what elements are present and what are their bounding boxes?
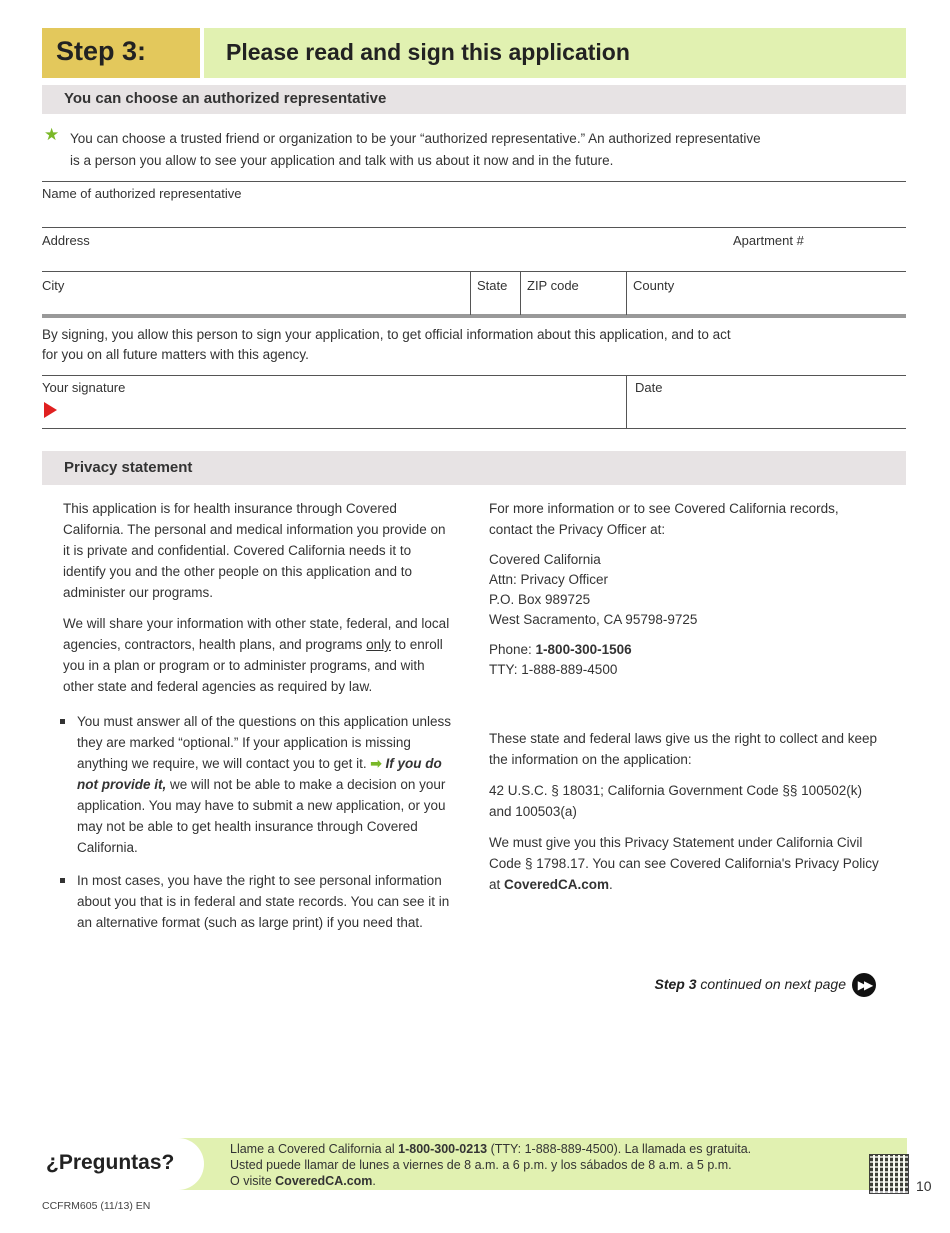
- privacy-address: [489, 550, 879, 630]
- signature-row: [42, 375, 906, 429]
- b1-text-end: we will not be able to make a decision on your application. You may have to submit a new application, or you may not be able to get health insurance through Covered California.: [77, 777, 446, 855]
- county-field[interactable]: [626, 272, 906, 315]
- date-field[interactable]: [626, 376, 906, 429]
- address-line: West Sacramento, CA 95798-9725: [489, 612, 698, 627]
- b1-text: You must answer all of the questions on this application unless they are marked “optional.” If your application is missing anything we require, we will contact you to get it.: [77, 714, 451, 771]
- consent-text: By signing, you allow this person to sign your application, to get official information about this application, and to act for you on all future matters with this agency.: [42, 327, 731, 362]
- privacy-policy: [489, 832, 879, 895]
- zip-field[interactable]: [520, 272, 626, 315]
- city-label: City: [42, 278, 65, 293]
- arrow-icon: [44, 402, 57, 418]
- policy-text-end: .: [609, 877, 613, 892]
- footer-text: (TTY: 1-888-889-4500). La llamada es gratuita.: [487, 1142, 752, 1156]
- continued-step: Step 3: [654, 976, 697, 992]
- continued-text: continued on next page: [696, 976, 846, 992]
- privacy-laws: 42 U.S.C. § 18031; California Government Code §§ 100502(k) and 100503(a): [489, 783, 862, 819]
- privacy-p2: [63, 613, 453, 697]
- privacy-right-column: [489, 498, 879, 905]
- city-row: [42, 271, 906, 318]
- apartment-label: Apartment #: [733, 233, 804, 248]
- barcode-icon: [870, 1155, 908, 1193]
- privacy-contact-intro: For more information or to see Covered California records, contact the Privacy Officer at:: [489, 501, 839, 537]
- coveredca-link[interactable]: CoveredCA.com: [504, 877, 610, 892]
- footer-help-text: [230, 1141, 860, 1189]
- footer-text: .: [372, 1174, 376, 1188]
- list-item: In most cases, you have the right to see personal information about you that is in federal and state records. You can see it in an alternative format (such as large print) if you need that.: [57, 870, 453, 933]
- phone-label: Phone:: [489, 642, 536, 657]
- rep-intro: You can choose a trusted friend or organization to be your “authorized representative.” An authorized representative is a person you allow to see your application and talk with us about it now and in the future.: [70, 131, 761, 168]
- name-label: Name of authorized representative: [42, 186, 242, 201]
- footer-hours: Usted puede llamar de lunes a viernes de 8 a.m. a 6 p.m. y los sábados de 8 a.m. a 5 p.m.: [230, 1158, 732, 1172]
- name-field[interactable]: [42, 181, 906, 227]
- footer-phone: 1-800-300-0213: [398, 1142, 488, 1156]
- page-number: 10: [916, 1178, 932, 1194]
- policy-text: We must give you this Privacy Statement under California Civil Code § 1798.17. You can see Covered California's Privacy Policy at: [489, 835, 879, 892]
- footer-link[interactable]: CoveredCA.com: [275, 1174, 373, 1188]
- privacy-laws-intro: These state and federal laws give us the right to collect and keep the information on the application:: [489, 731, 877, 767]
- list-item: [57, 711, 453, 858]
- privacy-left-column: [63, 498, 453, 945]
- city-field[interactable]: [42, 272, 470, 315]
- p2-text-end: to enroll you in a plan or program or to administer programs, and with other state and federal agencies as required by law.: [63, 637, 443, 694]
- county-label: County: [633, 278, 675, 293]
- privacy-p1: This application is for health insurance through Covered California. The personal and medical information you provide on it is private and confidential. Covered California needs it to identify you and the other people on this application and to administer our programs.: [63, 501, 446, 600]
- section-authorized-rep: You can choose an authorized representative: [42, 85, 906, 114]
- footer-text: O visite: [230, 1174, 276, 1188]
- date-label: Date: [635, 380, 663, 395]
- form-id: CCFRM605 (11/13) EN: [42, 1200, 151, 1212]
- p2-only: only: [366, 637, 391, 652]
- phone-number: 1-800-300-1506: [535, 642, 632, 657]
- address-line: Covered California: [489, 552, 601, 567]
- continued-note: [655, 976, 846, 992]
- page-title: Please read and sign this application: [204, 28, 906, 78]
- privacy-phone: [489, 640, 879, 680]
- section-privacy: Privacy statement: [42, 451, 906, 485]
- next-page-icon[interactable]: ▶▶: [852, 973, 876, 997]
- address-line: P.O. Box 989725: [489, 592, 591, 607]
- signature-field[interactable]: [42, 376, 626, 429]
- step-label: Step 3:: [42, 28, 200, 78]
- state-field[interactable]: [470, 272, 520, 315]
- tty-number: TTY: 1-888-889-4500: [489, 662, 618, 677]
- state-label: State: [477, 278, 508, 293]
- b1-emphasis: If you do not provide it,: [77, 756, 442, 792]
- address-field[interactable]: [42, 227, 906, 271]
- zip-label: ZIP code: [527, 278, 579, 293]
- address-line: Attn: Privacy Officer: [489, 572, 609, 587]
- address-label: Address: [42, 233, 90, 248]
- green-arrow-icon: ➡: [370, 756, 386, 771]
- star-icon: ★: [44, 125, 60, 144]
- footer-text: Llame a Covered California al: [230, 1142, 399, 1156]
- signature-label: Your signature: [42, 380, 126, 395]
- footer-help-box: [42, 1138, 907, 1190]
- p2-text: We will share your information with other state, federal, and local agencies, contractors, health plans, and programs: [63, 616, 450, 652]
- questions-heading: ¿Preguntas?: [42, 1138, 204, 1190]
